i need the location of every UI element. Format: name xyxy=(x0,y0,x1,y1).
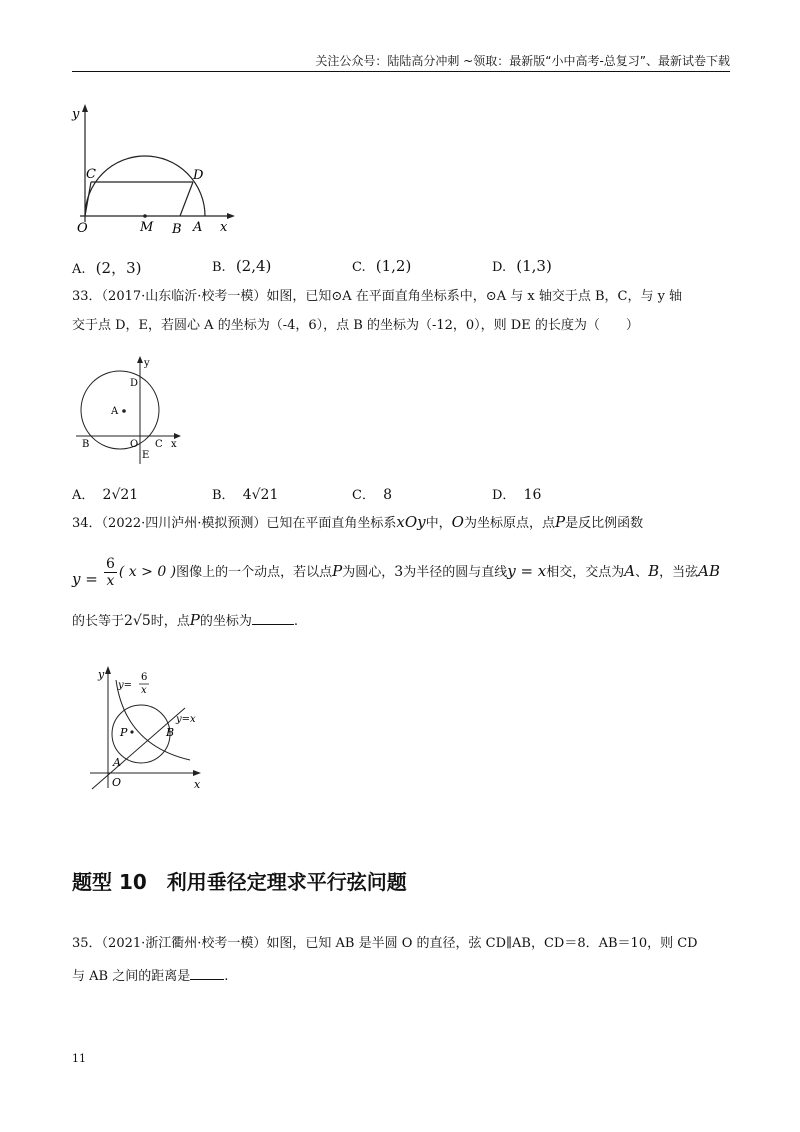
q32-option-a-letter: A. xyxy=(72,262,86,277)
fig3-label-eq1: y= xyxy=(118,680,133,691)
line-y-equals-x xyxy=(92,708,185,789)
q35-line-1: 35．（2021·浙江衢州·校考一模）如图，已知 AB 是半圆 O 的直径，弦 CD∥AB，CD＝8．AB＝10，则 CD xyxy=(72,936,698,951)
fig1-label-c: C xyxy=(86,167,96,182)
q34-text: 的坐标为 xyxy=(199,614,252,629)
q34-condition: ( x > 0 ) xyxy=(118,564,177,580)
segment-db xyxy=(180,182,193,216)
q33-option-a xyxy=(72,484,138,503)
q33-option-c-letter: C． xyxy=(352,488,375,503)
x-axis-arrow xyxy=(227,213,235,219)
y-axis-arrow xyxy=(137,356,143,363)
q34-line-1 xyxy=(72,512,643,531)
q33-line-1: 33．（2017·山东临沂·校考一模）如图，已知⊙A 在平面直角坐标系中，⊙A 与 x 轴交于点 B，C，与 y 轴 xyxy=(72,289,683,304)
fig2-label-c: C xyxy=(155,439,163,450)
q34-y-equals: y = xyxy=(72,570,98,588)
page-number: 11 xyxy=(72,1052,86,1065)
q32-option-c-value: (1,2) xyxy=(375,257,412,275)
q33-option-b xyxy=(212,484,278,503)
fig3-label-p: P xyxy=(120,726,128,739)
q32-option-b xyxy=(212,257,271,275)
q34-text: 为坐标原点，点 xyxy=(463,516,555,531)
q34-var-b: B xyxy=(648,562,660,580)
q34-radius: 3 xyxy=(394,564,404,580)
q34-fraction-denominator: x xyxy=(106,573,115,589)
q34-text: 、 xyxy=(635,565,649,580)
fig3-label-o: O xyxy=(112,776,122,789)
q34-var-p: P xyxy=(554,513,566,531)
q34-text: 为圆心， xyxy=(342,565,395,580)
page-header: 关注公众号：陆陆高分冲刺 ~领取：最新版“小中高考-总复习”、最新试卷下载 xyxy=(315,54,730,68)
fig2-label-y: y xyxy=(144,358,150,369)
q34-text: 图像上的一个动点，若以点 xyxy=(176,565,333,580)
q33-option-c-value: 8 xyxy=(383,487,393,503)
q33-option-a-letter: A． xyxy=(72,488,95,503)
q34-text: 的长等于 xyxy=(72,614,125,629)
fig3-label-num: 6 xyxy=(141,672,148,683)
q34-text: 是反比例函数 xyxy=(565,516,644,531)
q34-text: . xyxy=(293,614,299,629)
q33-option-b-letter: B． xyxy=(212,488,235,503)
fig2-label-x: x xyxy=(171,439,177,450)
circle-a-figure xyxy=(72,352,192,467)
fig2-label-o: O xyxy=(130,439,139,450)
fig1-label-m: M xyxy=(140,220,154,235)
q32-option-a-value: (2，3) xyxy=(95,259,142,277)
center-a xyxy=(122,409,126,413)
q33-line-2: 交于点 D，E，若圆心 A 的坐标为（-4，6），点 B 的坐标为（-12，0），则 DE 的长度为（ ） xyxy=(72,318,639,333)
q34-fraction xyxy=(104,556,117,589)
q34-var-o: O xyxy=(451,513,464,531)
q34-var-p: P xyxy=(189,611,200,629)
x-axis-arrow xyxy=(193,770,201,776)
y-axis-arrow xyxy=(105,666,111,674)
hyperbola-figure xyxy=(80,660,220,795)
fig2-label-a: A xyxy=(111,406,119,417)
section-heading: 题型 10 利用垂径定理求平行弦问题 xyxy=(72,870,407,894)
fig1-label-d: D xyxy=(193,168,204,183)
q34-text: 中， xyxy=(425,516,452,531)
point-m xyxy=(143,214,147,218)
q34-line-equation: y = x xyxy=(507,562,547,580)
q33-option-d-letter: D． xyxy=(492,488,516,503)
circle-a xyxy=(81,371,159,449)
fig1-label-a: A xyxy=(193,220,203,235)
q32-option-a xyxy=(72,257,141,278)
fig1-label-b: B xyxy=(172,222,182,237)
q32-option-d-value: (1,3) xyxy=(516,257,552,275)
q34-var-ab: AB xyxy=(698,562,721,580)
fig2-label-d: D xyxy=(130,378,139,389)
q32-option-b-value: (2,4) xyxy=(235,257,272,275)
fig3-label-x: x xyxy=(194,778,201,791)
answer-blank[interactable] xyxy=(252,624,294,625)
header-rule xyxy=(72,71,730,72)
q34-text: 为半径的圆与直线 xyxy=(403,565,508,580)
fig3-label-den: x xyxy=(141,685,147,696)
q34-chord-length: 2√5 xyxy=(124,613,151,629)
q35-text: 与 AB 之间的距离是 xyxy=(72,969,191,984)
fig3-label-a: A xyxy=(113,756,121,769)
q35-line-2 xyxy=(72,967,228,987)
q34-line-3 xyxy=(72,610,298,629)
q32-option-d-letter: D. xyxy=(492,260,507,275)
q33-option-d-value: 16 xyxy=(523,487,542,503)
segment-oc xyxy=(85,182,91,216)
q34-line-2 xyxy=(72,556,720,596)
q33-option-b-value: 4√21 xyxy=(242,487,279,503)
q34-text: ，当弦 xyxy=(659,565,699,580)
q34-var-p: P xyxy=(332,562,343,580)
q33-option-c xyxy=(352,484,392,503)
fig3-label-b: B xyxy=(166,726,175,739)
fig3-label-y: y xyxy=(98,668,105,681)
semicircle-arc xyxy=(85,156,205,216)
q32-option-c xyxy=(352,257,411,275)
q32-option-b-letter: B. xyxy=(212,260,226,275)
q34-fraction-numerator: 6 xyxy=(105,556,115,572)
fig1-label-x: x xyxy=(220,220,228,235)
fig2-label-e: E xyxy=(142,450,150,461)
q32-option-d xyxy=(492,257,552,275)
q33-option-a-value: 2√21 xyxy=(102,487,139,503)
fig3-label-eq2: y=x xyxy=(176,714,196,725)
q34-text: 相交，交点为 xyxy=(546,565,625,580)
fig1-label-y: y xyxy=(72,107,80,122)
point-p xyxy=(130,730,133,733)
answer-blank[interactable] xyxy=(190,979,224,980)
y-axis-arrow xyxy=(82,104,88,112)
semicircle-figure xyxy=(60,100,250,240)
fig2-label-b: B xyxy=(82,439,90,450)
fig1-label-o: O xyxy=(77,221,88,236)
q33-option-d xyxy=(492,484,541,503)
q34-var-xoy: xOy xyxy=(396,513,426,531)
q35-text: . xyxy=(224,969,229,984)
q34-text: 34．（2022·四川泸州·模拟预测）已知在平面直角坐标系 xyxy=(72,516,397,531)
q34-var-a: A xyxy=(624,562,636,580)
q32-option-c-letter: C. xyxy=(352,260,366,275)
q34-text: 时，点 xyxy=(150,614,190,629)
